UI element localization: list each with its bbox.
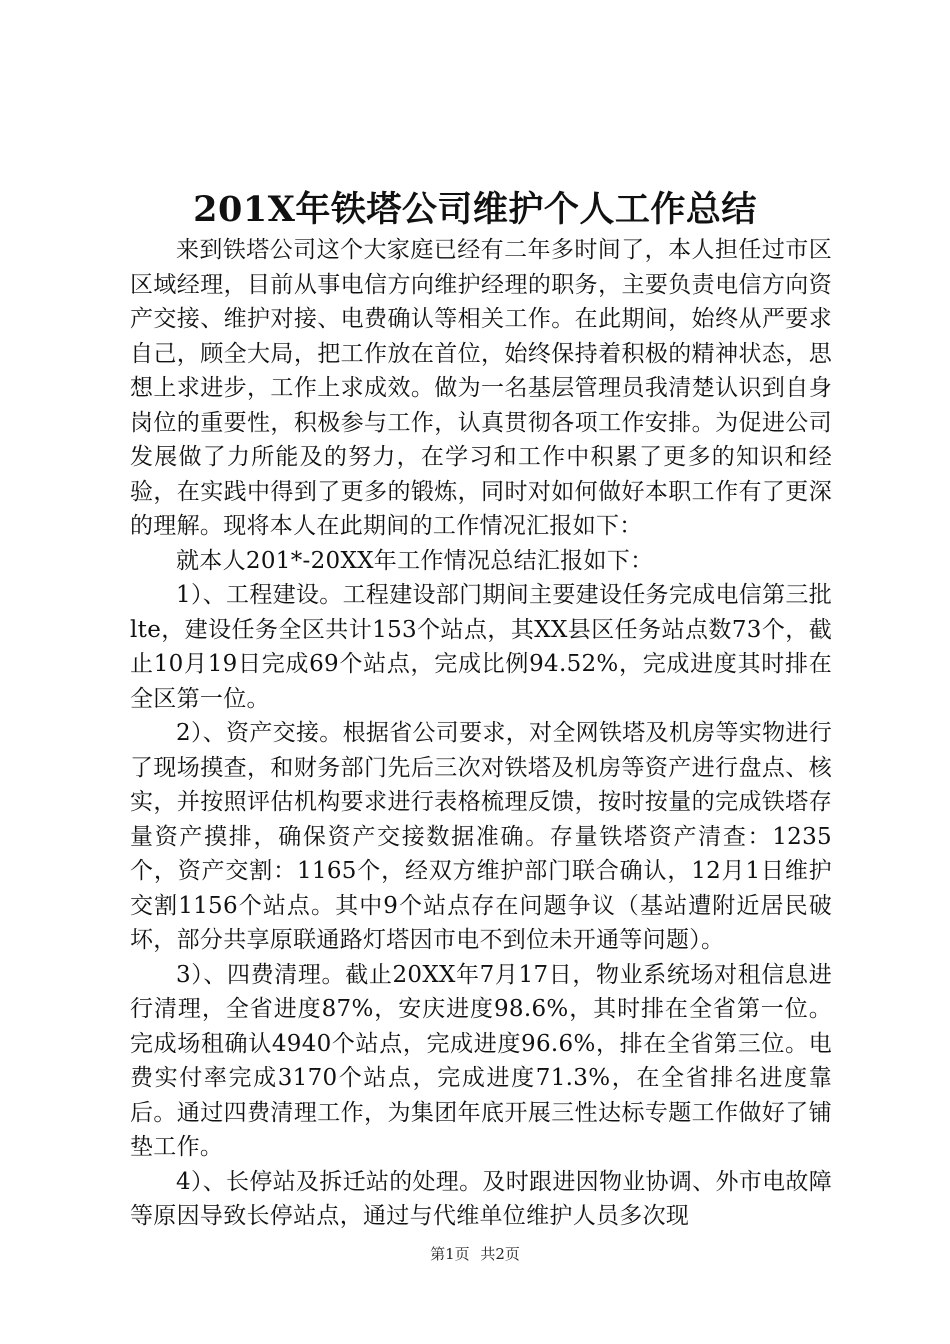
paragraph-fee-cleanup: 3）、四费清理。截止20XX年7月17日，物业系统场对租信息进行清理，全省进度87%，安庆进度98.6%，其时排在全省第一位。完成场租确认4940个站点，完成进度96.6%，排在全省第三位。电费实付率完成3170个站点，完成进度71.3%，在全省排名进度靠后。通过四费清理工作，为集团年底开展三性达标专题工作做好了铺垫工作。 xyxy=(130,961,832,1160)
document-body xyxy=(130,233,832,1234)
page-total: 共2页 xyxy=(480,1245,520,1263)
paragraph-summary-lead: 就本人201*-20XX年工作情况总结汇报如下： xyxy=(176,547,654,574)
paragraph-engineering: 1）、工程建设。工程建设部门期间主要建设任务完成电信第三批lte，建设任务全区共计153个站点，其XX县区任务站点数73个，截止10月19日完成69个站点，完成比例94.52%，完成进度其时排在全区第一位。 xyxy=(130,582,832,712)
document-title: 201X年铁塔公司维护个人工作总结 xyxy=(193,189,757,230)
page-footer xyxy=(0,1244,950,1264)
page-number: 第1页 xyxy=(430,1245,470,1263)
paragraph-long-outage: 4）、长停站及拆迁站的处理。及时跟进因物业协调、外市电故障等原因导致长停站点，通过与代维单位维护人员多次现 xyxy=(130,1168,832,1229)
paragraph-asset-handover: 2）、资产交接。根据省公司要求，对全网铁塔及机房等实物进行了现场摸查，和财务部门先后三次对铁塔及机房等资产进行盘点、核实，并按照评估机构要求进行表格梳理反馈，按时按量的完成铁塔存量资产摸排，确保资产交接数据准确。存量铁塔资产清查：1235个，资产交割：1165个，经双方维护部门联合确认，12月1日维护交割1156个站点。其中9个站点存在问题争议（基站遭附近居民破坏，部分共享原联通路灯塔因市电不到位未开通等问题）。 xyxy=(130,720,832,953)
paragraph-intro: 来到铁塔公司这个大家庭已经有二年多时间了，本人担任过市区区域经理，目前从事电信方向维护经理的职务，主要负责电信方向资产交接、维护对接、电费确认等相关工作。在此期间，始终从严要求自己，顾全大局，把工作放在首位，始终保持着积极的精神状态，思想上求进步，工作上求成效。做为一名基层管理员我清楚认识到自身岗位的重要性，积极参与工作，认真贯彻各项工作安排。为促进公司发展做了力所能及的努力，在学习和工作中积累了更多的知识和经验，在实践中得到了更多的锻炼，同时对如何做好本职工作有了更深的理解。现将本人在此期间的工作情况汇报如下： xyxy=(130,237,832,539)
